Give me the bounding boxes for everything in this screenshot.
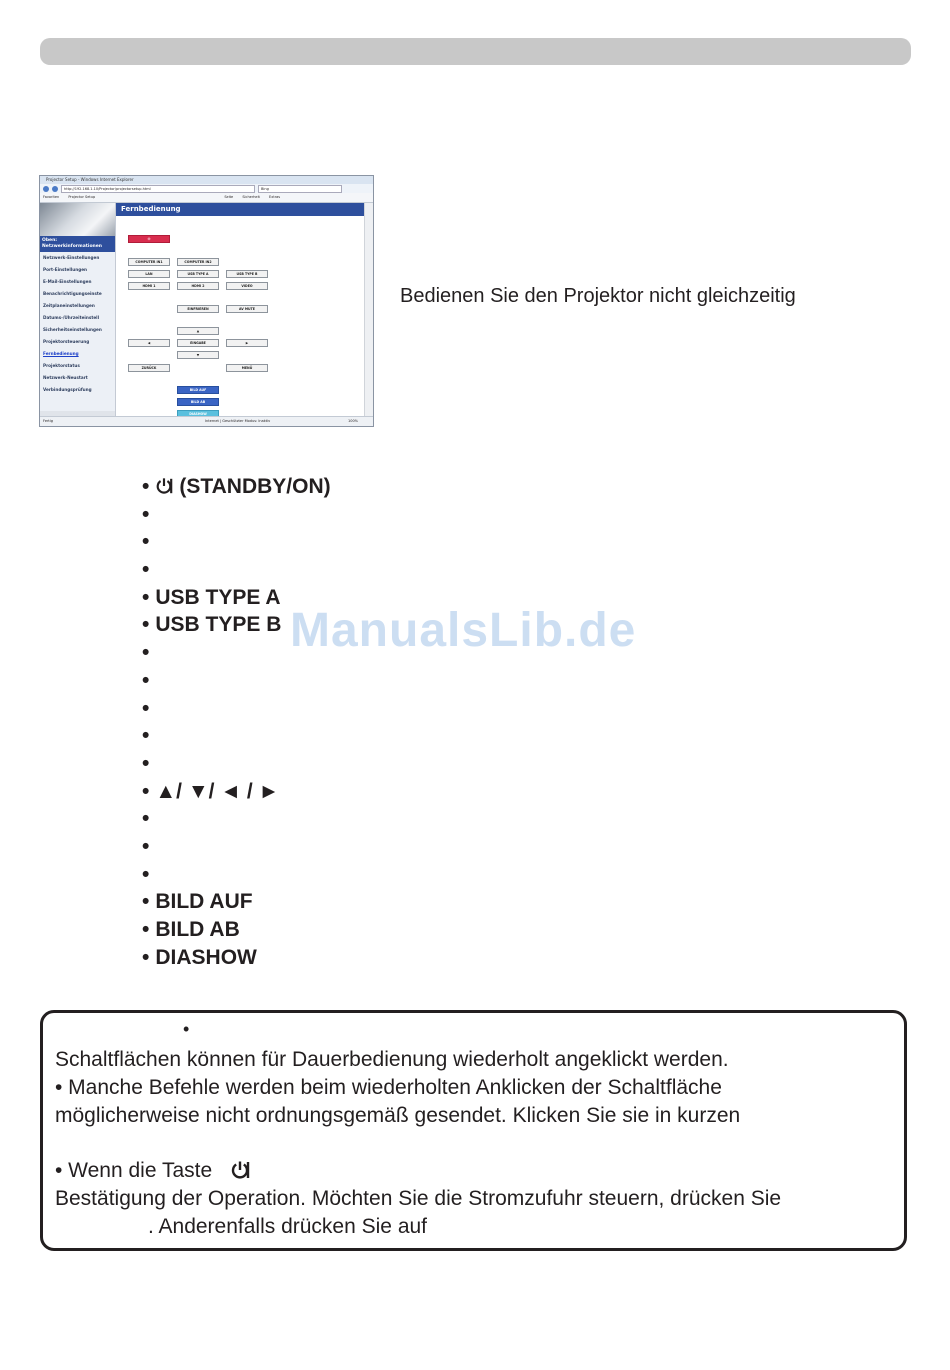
sidebar-item-email[interactable]: E-Mail-Einstellungen (43, 279, 92, 284)
favorites-button[interactable]: Favoriten (43, 195, 60, 199)
security-zone: Internet | Geschützter Modus: Inaktiv (205, 419, 271, 423)
page-up-button[interactable]: BILD AUF (177, 386, 219, 394)
list-item: • (142, 807, 150, 831)
page-content (40, 203, 373, 416)
browser-screenshot (39, 175, 374, 427)
down-button[interactable]: ▼ (177, 351, 219, 359)
note-bullet: • (183, 1019, 190, 1039)
power-icon (230, 1160, 250, 1180)
usb-type-a-button[interactable]: USB TYPE A (177, 270, 219, 278)
hdmi1-button[interactable]: HDMI 1 (128, 282, 170, 290)
list-item: • USB TYPE A (142, 585, 281, 609)
sidebar-item-remote[interactable]: Fernbedienung (43, 351, 79, 356)
computer-in2-button[interactable]: COMPUTER IN2 (177, 258, 219, 266)
list-item: • (142, 862, 150, 886)
favorites-bar (40, 193, 373, 203)
av-mute-button[interactable]: AV MUTE (226, 305, 268, 313)
back-button[interactable]: ZURÜCK (128, 364, 170, 372)
sidebar-item-connection-test[interactable]: Verbindungsprüfung (43, 387, 92, 392)
header-image (40, 203, 115, 236)
list-item: • (142, 502, 150, 526)
list-item: • (142, 530, 150, 554)
window-title: Projector Setup - Windows Internet Explorer (40, 176, 373, 184)
side-description: Bedienen Sie den Projektor nicht gleichzeitig (400, 285, 796, 307)
toolbar-extras[interactable]: Extras (269, 195, 281, 199)
sidebar-item-schedule[interactable]: Zeitplaneinstellungen (43, 303, 95, 308)
zoom-level[interactable]: 100% (348, 419, 359, 423)
list-item: • (142, 834, 150, 858)
forward-icon[interactable] (52, 186, 58, 192)
list-item: • (STANDBY/ON) (142, 475, 331, 498)
enter-button[interactable]: EINGABE (177, 339, 219, 347)
list-item: • (142, 751, 150, 775)
sidebar-item-port[interactable]: Port-Einstellungen (43, 267, 88, 272)
list-item: • USB TYPE B (142, 613, 282, 637)
power-icon (155, 477, 173, 495)
back-icon[interactable] (43, 186, 49, 192)
list-item: • BILD AUF (142, 890, 253, 914)
video-button[interactable]: VIDEO (226, 282, 268, 290)
computer-in1-button[interactable]: COMPUTER IN1 (128, 258, 170, 266)
sidebar-item-status[interactable]: Projektorstatus (43, 363, 80, 368)
note-line: • Wenn die Taste (55, 1159, 250, 1183)
note-line: . Anderenfalls drücken Sie auf (148, 1215, 428, 1238)
slideshow-button[interactable]: DIASHOW (177, 410, 219, 418)
remote-panel (116, 203, 364, 416)
note-box (40, 1010, 907, 1251)
freeze-button[interactable]: EINFRIEREN (177, 305, 219, 313)
sidebar (40, 203, 116, 416)
menu-button[interactable]: MENÜ (226, 364, 268, 372)
lan-button[interactable]: LAN (128, 270, 170, 278)
watermark: ManualsLib.de (290, 604, 637, 657)
sidebar-item-restart[interactable]: Netzwerk-Neustart (43, 375, 88, 380)
list-item: • DIASHOW (142, 945, 257, 969)
sidebar-top-item[interactable]: Oben: Netzwerkinformationen (40, 236, 115, 252)
sidebar-item-datetime[interactable]: Datums-/Uhrzeiteinstell (43, 315, 100, 320)
sidebar-item-alerts[interactable]: Benachrichtigungseinste (43, 291, 102, 296)
sidebar-item-network[interactable]: Netzwerk-Einstellungen (43, 255, 100, 260)
button-list (142, 473, 331, 971)
list-item: • ▲/ ▼/ ◄ / ► (142, 779, 280, 803)
address-input[interactable]: http://192.168.1.10/Projector/projectorsetup.html (61, 185, 255, 193)
note-line: • Manche Befehle werden beim wiederholten Anklicken der Schaltfläche (55, 1076, 722, 1099)
vertical-scrollbar[interactable] (364, 203, 373, 416)
hdmi2-button[interactable]: HDMI 2 (177, 282, 219, 290)
list-item: • (142, 724, 150, 748)
header-bar (40, 38, 911, 65)
list-item: • (142, 641, 150, 665)
sidebar-item-projector-control[interactable]: Projektorsteuerung (43, 339, 90, 344)
search-input[interactable]: Bing (258, 185, 342, 193)
usb-type-b-button[interactable]: USB TYPE B (226, 270, 268, 278)
note-line: Schaltflächen können für Dauerbedienung wiederholt angeklickt werden. (55, 1048, 729, 1071)
note-line: möglicherweise nicht ordnungsgemäß gesendet. Klicken Sie sie in kurzen (55, 1104, 741, 1127)
list-item: • (142, 696, 150, 720)
sidebar-item-security[interactable]: Sicherheitseinstellungen (43, 327, 102, 332)
note-line: Bestätigung der Operation. Möchten Sie die Stromzufuhr steuern, drücken Sie (55, 1187, 782, 1210)
tab-projector-setup[interactable]: Projector Setup (68, 195, 96, 199)
up-button[interactable]: ▲ (177, 327, 219, 335)
list-item: • (142, 668, 150, 692)
status-bar (40, 416, 373, 426)
list-item: • BILD AB (142, 918, 240, 941)
toolbar-page[interactable]: Seite (224, 195, 234, 199)
status-text: Fertig (43, 419, 53, 423)
standby-button[interactable]: ⏻ (128, 235, 170, 243)
left-button[interactable]: ◀ (128, 339, 170, 347)
toolbar-security[interactable]: Sicherheit (242, 195, 260, 199)
page-down-button[interactable]: BILD AB (177, 398, 219, 406)
list-item: • (142, 558, 150, 582)
right-button[interactable]: ▶ (226, 339, 268, 347)
page-title: Fernbedienung (116, 203, 364, 216)
address-bar-row (40, 184, 373, 193)
